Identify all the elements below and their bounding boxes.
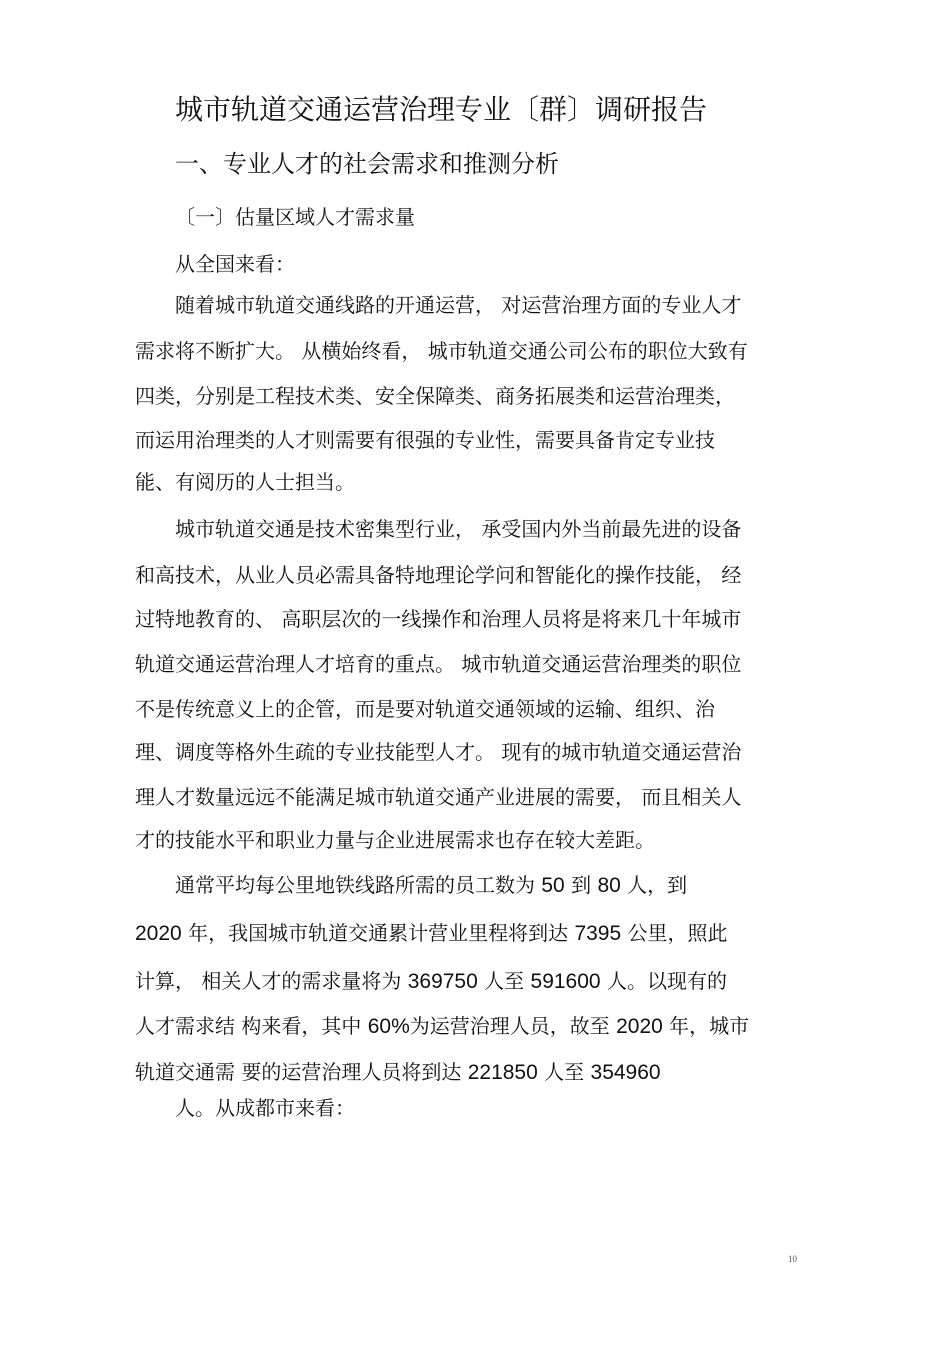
- paragraph-line: 四类，分别是工程技术类、安全保障类、商务拓展类和运营治理类，: [135, 384, 735, 408]
- text-run: 人。以现有的: [600, 969, 727, 993]
- page-number: 10: [788, 1254, 797, 1264]
- paragraph-line: 和高技术，从业人员必需具备特地理论学问和智能化的操作技能， 经: [135, 563, 742, 587]
- paragraph-line: 需求将不断扩大。 从横始终看， 城市轨道交通公司公布的职位大致有: [135, 339, 748, 363]
- text-run: 计算， 相关人才的需求量将为: [135, 969, 408, 993]
- text-run: 年，我国城市轨道交通累计营业里程将到达: [181, 921, 575, 945]
- paragraph-line: 不是传统意义上的企管，而是要对轨道交通领域的运输、组织、治: [135, 697, 715, 721]
- number-value: 2020: [616, 1015, 663, 1038]
- paragraph-line: 才的技能水平和职业力量与企业进展需求也存在较大差距。: [135, 828, 655, 852]
- text-run: 轨道交通需 要的运营治理人员将到达: [135, 1060, 468, 1084]
- text-run: 到: [564, 873, 598, 897]
- paragraph-line: [175, 873, 687, 898]
- number-value: 50: [541, 874, 565, 897]
- paragraph-line: 城市轨道交通是技术密集型行业， 承受国内外当前最先进的设备: [175, 517, 742, 541]
- section-heading: 一、专业人才的社会需求和推测分析: [175, 150, 559, 178]
- document-title: 城市轨道交通运营治理专业〔群〕调研报告: [175, 93, 708, 126]
- paragraph-line: 轨道交通运营治理人才培育的重点。 城市轨道交通运营治理类的职位: [135, 652, 742, 676]
- paragraph-line: [135, 1060, 661, 1085]
- subsection-heading: 〔一〕估量区域人才需求量: [175, 205, 415, 229]
- paragraph-line: [135, 921, 728, 946]
- paragraph-line: 能、有阅历的人士担当。: [135, 470, 355, 494]
- number-value: 7395: [574, 922, 622, 945]
- text-run: 年，城市: [662, 1014, 750, 1038]
- number-value: 2020: [135, 922, 182, 945]
- number-value: 60%: [367, 1015, 410, 1038]
- number-value: 369750: [407, 970, 478, 993]
- number-value: 221850: [467, 1061, 538, 1084]
- text-run: 人才需求结 构来看，其中: [135, 1014, 368, 1038]
- number-value: 591600: [530, 970, 601, 993]
- paragraph-line: 理、调度等格外生疏的专业技能型人才。 现有的城市轨道交通运营治: [135, 740, 742, 764]
- text-run: 通常平均每公里地铁线路所需的员工数为: [175, 873, 542, 897]
- text-run: 为运营治理人员，故至: [409, 1014, 617, 1038]
- paragraph-lead: 从全国来看：: [175, 252, 295, 276]
- number-value: 354960: [590, 1061, 661, 1084]
- text-run: 人至: [537, 1060, 591, 1084]
- paragraph-line: 而运用治理类的人才则需要有很强的专业性，需要具备肯定专业技: [135, 428, 715, 452]
- text-run: 公里，照此: [621, 921, 728, 945]
- paragraph-line: [135, 1014, 749, 1039]
- text-run: 人至: [477, 969, 531, 993]
- paragraph-line: 随着城市轨道交通线路的开通运营， 对运营治理方面的专业人才: [175, 293, 742, 317]
- paragraph-line: 理人才数量远远不能满足城市轨道交通产业进展的需要， 而且相关人: [135, 785, 742, 809]
- paragraph-line: 人。从成都市来看：: [175, 1096, 355, 1120]
- paragraph-line: [135, 969, 727, 994]
- paragraph-line: 过特地教育的、 高职层次的一线操作和治理人员将是将来几十年城市: [135, 607, 742, 631]
- text-run: 人，到: [620, 873, 688, 897]
- number-value: 80: [597, 874, 621, 897]
